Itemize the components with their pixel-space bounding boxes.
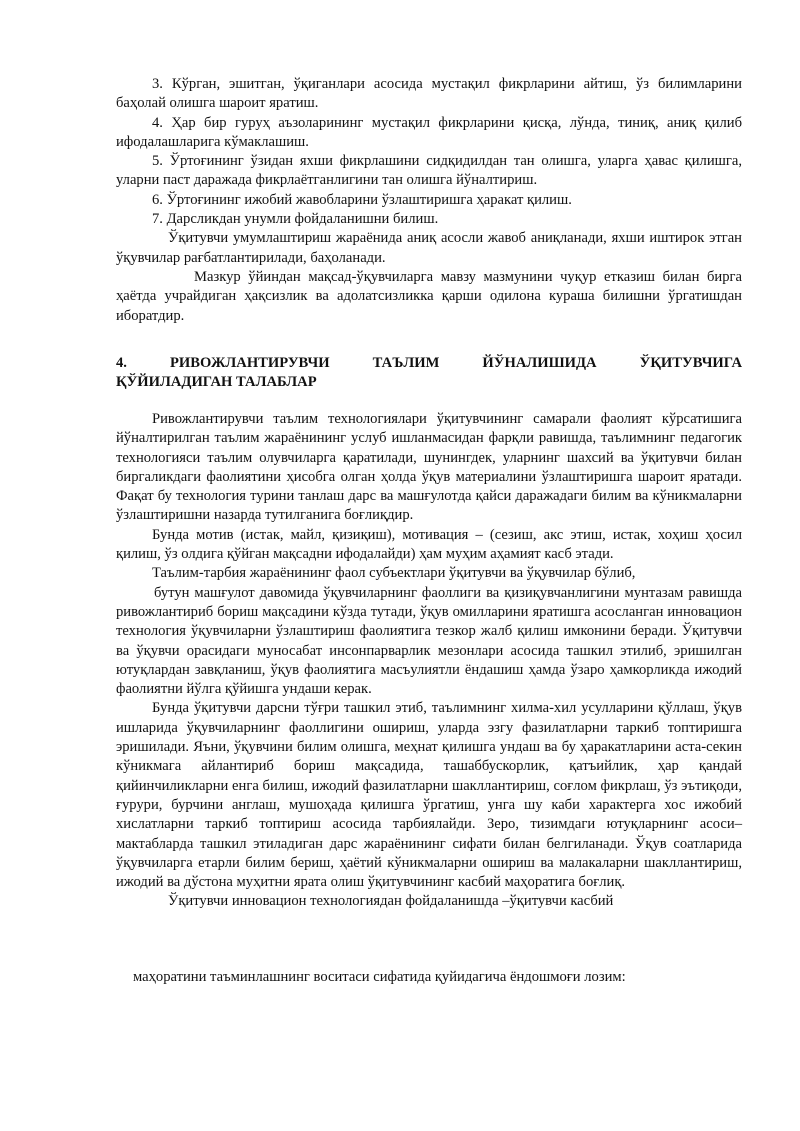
list-item-3: 3. Кўрган, эшитган, ўқиганлари асосида мустақил фикрларини айтиш, ўз билимларини баҳолай олишга шароит яратиш. bbox=[116, 76, 742, 112]
section-heading-line-2: ҚЎЙИЛАДИГАН ТАЛАБЛАР bbox=[116, 374, 317, 390]
list-item-7: 7. Дарсликдан унумли фойдаланишни билиш. bbox=[152, 211, 439, 228]
body-paragraph-6: маҳоратини таъминлашнинг воситаси сифатида қуйидагича ёндошмоғи лозим: bbox=[133, 969, 626, 985]
list-item-4: 4. Ҳар бир гуруҳ аъзоларининг мустақил фикрларини қисқа, лўнда, тиниқ, аниқ қилиб ифодалашларига кўмаклашиш. bbox=[116, 114, 742, 150]
body-paragraph-4: Бунда ўқитувчи дарсни тўғри ташкил этиб, таълимнинг хилма-хил усулларини қўллаш, ўқув ишларида ўқувчиларнинг фаоллигини ошириш, уларда эзгу фазилатларни таркиб топтиришга эришилади. Яъни, ўқувчини билим олишга, меҳнат қилишга ундаш ва бу ҳаракатларини аста-секин кўникмага айлантириб бориш мақсадида, ташаббускорлик, қатъийлик, ҳар қандай қийинчиликларни енга билиш, ижодий фазилатларни шакллантириш, соғлом фикрлаш, ўз эътиқоди, ғурури, бурчини англаш, мушоҳада қилишга ўргатиш, унга шу каби характерга хос ижобий хислатларни таркиб топтириш асосида тарбиялайди. Зеро, тизимдаги ютуқларнинг асоси–мактабларда ташкил этиладиган дарс жараёнининг сифати билан белгиланади. Ўқув соатларида ўқувчиларга етарли билим бериш, ҳаётий кўникмаларни ошириш ва малакаларни шакллантириш, ижодий ва дўстона муҳитни ярата олиш ўқитувчининг касбий маҳоратига боғлиқ. bbox=[116, 700, 742, 891]
intro-section bbox=[116, 75, 742, 326]
game-purpose-paragraph: Мазкур ўйиндан мақсад-ўқувчиларга мавзу мазмунини чуқур етказиш билан бирга ҳаётда учрайдиган ҳақсизлик ва адолатсизликка қарши одилона кураша билишни ўргатишдан иборатдир. bbox=[116, 268, 742, 324]
body-section bbox=[116, 410, 742, 912]
section-heading bbox=[116, 354, 742, 392]
list-item-6: 6. Ўртоғининг ижобий жавобларини ўзлаштиришга ҳаракат қилиш. bbox=[152, 191, 572, 208]
body-paragraph-2: Бунда мотив (истак, майл, қизиқиш), мотивация – (сезиш, акс этиш, истак, хоҳиш ҳосил қилиш, ўз олдига қўйган мақсадни ифодалайди) ҳам муҳим аҳамият касб этади. bbox=[116, 526, 742, 563]
body-paragraph-3-first-line: Таълим-тарбия жараёнининг фаол субъектлари ўқитувчи ва ўқувчилар бўлиб, bbox=[152, 565, 636, 582]
body-paragraph-5: Ўқитувчи инновацион технологиядан фойдаланишда –ўқитувчи касбий bbox=[168, 893, 614, 910]
list-item-5: 5. Ўртоғининг ўзидан яхши фикрлашини сидқидилдан тан олишга, уларга ҳавас қилишга, уларни паст даражада фикрлаётганлигини тан олишга йўналтириш. bbox=[116, 153, 742, 189]
body-paragraph-1: Ривожлантирувчи таълим технологиялари ўқитувчининг самарали фаолият кўрсатишига йўналтирилган таълим жараёнининг услуб ишланмасидан фарқли равишда, таълимнинг педагогик технологияси таълим олувчиларга қаратилади, шунингдек, уларнинг шахсий ва ўқитувчи билан биргаликдаги фаолиятини ҳисобга олган ҳолда ўқув материалини ўзлаштиришга шароит яратади. Фақат бу технология турини танлаш дарс ва машғулотда қайси даражадаги билим ва кўникмаларни ўзлаштиришни назарда тутилганига боғлиқдир. bbox=[116, 411, 742, 524]
section-heading-line-1: 4. РИВОЖЛАНТИРУВЧИ ТАЪЛИМ ЙЎНАЛИШИДА ЎҚИТУВЧИГА bbox=[116, 355, 742, 371]
body-paragraph-3: бутун машғулот давомида ўқувчиларнинг фаоллиги ва қизиқувчанлигини мунтазам равишда ривожлантириб бориш мақсадини кўзда тутади, ўқув омилларини яратишга асосланган инновацион технология ўқувчиларни ўзлаштириш фаолиятига тезкор жалб қилиш имконини беради. Ўқитувчи ва ўқувчи орасидаги муносабат инсонпарварлик мезонлари асосида ташкил этилиб, эришилган ютуқлардан завқланиш, ўқув фаолиятига масъулиятли ёндашиш ҳамда ўзаро ҳамкорликда ижодий фаолиятни йўлга қўйишга ундаши керак. bbox=[116, 584, 742, 698]
teacher-summary-paragraph: Ўқитувчи умумлаштириш жараёнида аниқ асосли жавоб аниқланади, яхши иштирок этган ўқувчилар рағбатлантирилади, баҳоланади. bbox=[116, 230, 742, 266]
